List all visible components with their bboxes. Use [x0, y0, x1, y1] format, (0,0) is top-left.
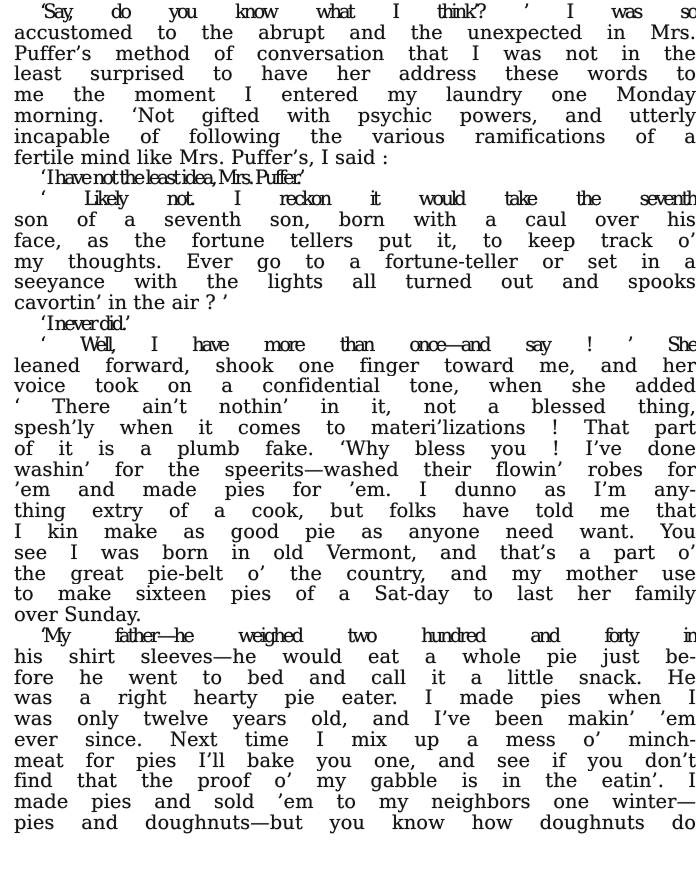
text-line: the great pie-belt o’ the country, and my mother use	[14, 563, 696, 585]
text-line: pies and doughnuts—but you know how doughnuts do	[14, 813, 696, 834]
text-line: incapable of following the various ramifications of a	[14, 126, 696, 148]
text-line: cavortin’ in the air ? ’	[14, 293, 229, 314]
text-line: ‘ I never did.’	[40, 313, 128, 335]
text-line: ’em and made pies for ’em. I dunno as I’m any-	[14, 480, 696, 502]
text-line: to make sixteen pies of a Sat-day to last her family	[14, 584, 696, 606]
text-line: his shirt sleeves—he would eat a whole pie just be-	[14, 646, 696, 668]
text-line: fore he went to bed and call it a little snack. He	[14, 667, 696, 689]
text-line: leaned forward, shook one finger toward me, and her	[14, 355, 696, 377]
text-line: see I was born in old Vermont, and that’s a part o’	[14, 542, 696, 564]
text-line: Puffer’s method of conversation that I was not in the	[14, 43, 696, 65]
text-line: ever since. Next time I mix up a mess o’ minch-	[14, 729, 696, 751]
text-line: son of a seventh son, born with a caul over his	[14, 209, 696, 231]
text-line: made pies and sold ’em to my neighbors one winter—	[14, 792, 696, 814]
text-line: ‘ I have not the least idea, Mrs. Puffer.’	[40, 168, 303, 190]
text-line: voice took on a confidential tone, when she added	[14, 376, 696, 398]
text-line: face, as the fortune tellers put it, to keep track o’	[14, 230, 696, 252]
text-line: ‘Say, do you know what I think’? ’ I was so	[40, 2, 696, 23]
text-line: ‘ Likely not. I reckon it would take the seventh	[40, 189, 696, 210]
text-line: meat for pies I’ll bake you one, and see if you don’t	[14, 750, 696, 772]
text-line: I kin make as good pie as anyone need want. You	[14, 521, 696, 543]
text-line: accustomed to the abrupt and the unexpected in Mrs.	[14, 22, 696, 44]
text-line: spesh’ly when it comes to materi’lizations ! That part	[14, 417, 696, 439]
text-line: my thoughts. Ever go to a fortune-teller or set in a	[14, 251, 696, 273]
text-line: least surprised to have her address these words to	[14, 64, 696, 86]
text-line: was a right hearty pie eater. I made pies when I	[14, 688, 696, 710]
text-line: morning. ‘Not gifted with psychic powers, and utterly	[14, 105, 696, 127]
text-line: was only twelve years old, and I’ve been makin’ ’em	[14, 709, 696, 730]
text-line: over Sunday.	[14, 605, 142, 626]
text-line: me the moment I entered my laundry one Monday	[14, 85, 696, 106]
text-line: find that the proof o’ my gabble is in the eatin’. I	[14, 771, 696, 793]
text-line: thing extry of a cook, but folks have told me that	[14, 501, 696, 522]
article-text-column	[14, 2, 696, 834]
text-line: fertile mind like Mrs. Puffer’s, I said :	[14, 147, 389, 169]
text-line: ‘ Well, I have more than once—and say ! ’ She	[40, 334, 696, 356]
text-line: washin’ for the speerits—washed their flowin’ robes for	[14, 459, 696, 481]
text-line: seeyance with the lights all turned out and spooks	[14, 272, 696, 294]
text-line: of it is a plumb fake. ‘Why bless you ! I’ve done	[14, 438, 696, 460]
text-line: ‘ There ain’t nothin’ in it, not a blessed thing,	[14, 397, 696, 418]
text-line: ‘My father—he weighed two hundred and forty in	[40, 625, 696, 647]
